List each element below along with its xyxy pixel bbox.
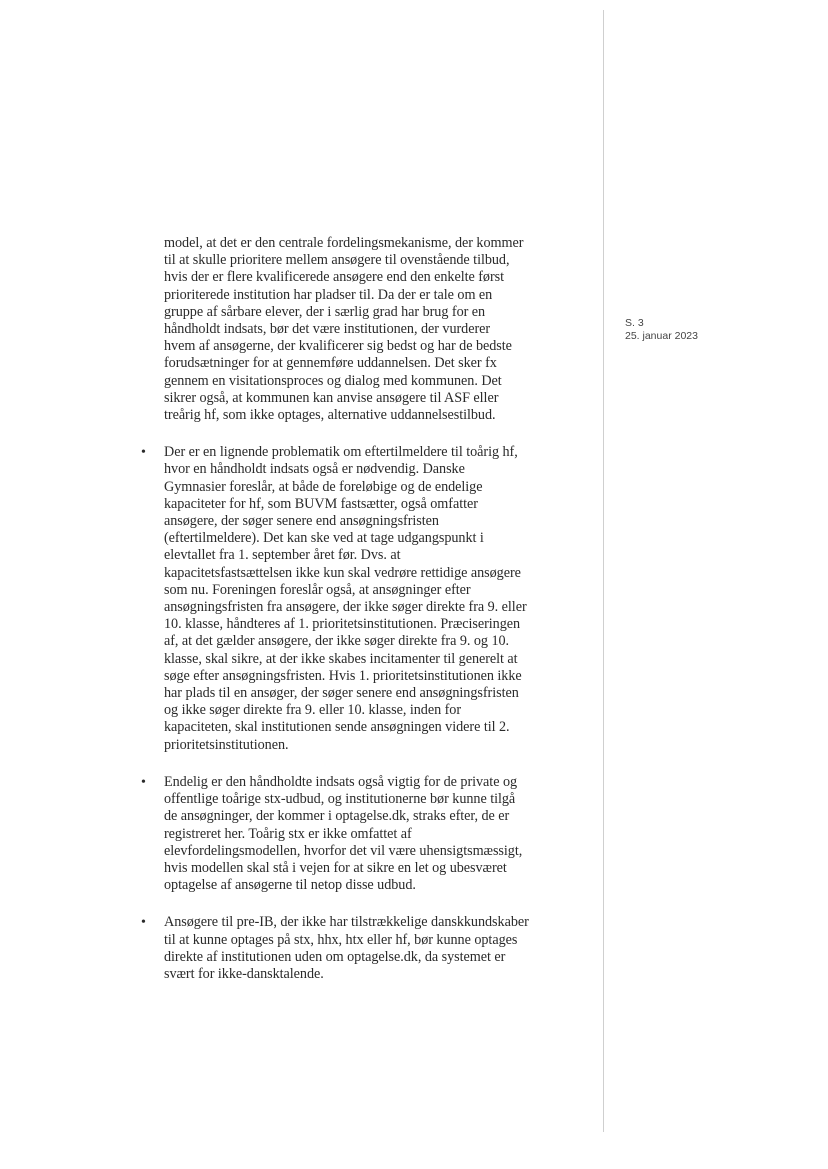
page-meta	[625, 317, 698, 343]
text-line: prioriterede institution har pladser til. Da der er tale om en	[164, 286, 493, 303]
text-line: 10. klasse, håndteres af 1. prioritetsinstitutionen. Præciseringen	[164, 616, 521, 633]
text-line: klasse, skal sikre, at der ikke skabes incitamenter til generelt at	[164, 650, 518, 667]
margin-divider	[603, 10, 604, 1132]
text-line: håndholdt indsats, bør det være institutionen, der vurderer	[164, 321, 491, 338]
text-line: gennem en visitationsproces og dialog med kommunen. Det	[164, 372, 502, 389]
bullet-text	[164, 774, 588, 894]
text-line: sikrer også, at kommunen kan anvise ansøgere til ASF eller	[164, 389, 499, 406]
text-line: Der er en lignende problematik om eftertilmeldere til toårig hf,	[164, 444, 518, 461]
text-line: de ansøgninger, der kommer i optagelse.dk, straks efter, de er	[164, 808, 510, 825]
text-line: Gymnasier foreslår, at både de foreløbige og de endelige	[164, 478, 483, 495]
text-line: model, at det er den centrale fordelingsmekanisme, der kommer	[164, 235, 524, 251]
body-text	[141, 235, 588, 983]
text-line: elevfordelingsmodellen, hvorfor det vil være uhensigtsmæssigt,	[164, 842, 523, 859]
text-line: treårig hf, som ikke optages, alternative uddannelsestilbud.	[164, 407, 496, 424]
text-line: til at kunne optages på stx, hhx, htx eller hf, bør kunne optages	[164, 931, 518, 948]
text-line: svært for ikke-dansktalende.	[164, 965, 324, 982]
text-line: optagelse af ansøgerne til netop disse udbud.	[164, 877, 416, 894]
bullet-item-toaarig-stx	[141, 773, 588, 894]
intro-paragraph	[164, 235, 588, 424]
text-line: ansøgere, der søger senere end ansøgningsfristen	[164, 513, 439, 530]
text-line: og ikke søger direkte fra 9. eller 10. klasse, inden for	[164, 702, 462, 719]
text-line: hvor en håndholdt indsats også er nødvendig. Danske	[164, 461, 465, 478]
text-line: gruppe af sårbare elever, der i særlig grad har brug for en	[164, 303, 486, 320]
bullet-text	[164, 914, 588, 983]
text-line: kapaciteten, skal institutionen sende ansøgningen videre til 2.	[164, 719, 510, 736]
text-line: ansøgningsfristen fra ansøgere, der ikke søger direkte fra 9. eller	[164, 599, 527, 616]
text-line: Ansøgere til pre-IB, der ikke har tilstrækkelige danskkundskaber	[164, 914, 529, 931]
bullet-marker: •	[141, 774, 146, 790]
text-line: hvis der er flere kvalificerede ansøgere end den enkelte først	[164, 269, 504, 286]
text-line: (eftertilmeldere). Det kan ske ved at tage udgangspunkt i	[164, 530, 484, 547]
text-line: til at skulle prioritere mellem ansøgere til ovenstående tilbud,	[164, 252, 510, 269]
bullet-item-eftertilmeldere	[141, 444, 588, 754]
bullet-marker: •	[141, 445, 146, 461]
bullet-text	[164, 444, 588, 754]
text-line: har plads til en ansøger, der søger senere end ansøgningsfristen	[164, 685, 519, 702]
page-number: S. 3	[625, 317, 644, 329]
text-line: offentlige toårige stx-udbud, og institutionerne bør kunne tilgå	[164, 791, 516, 808]
text-line: Endelig er den håndholdte indsats også vigtig for de private og	[164, 773, 518, 790]
document-date: 25. januar 2023	[625, 330, 698, 342]
bullet-list	[141, 444, 588, 983]
text-line: forudsætninger for at gennemføre uddannelsen. Det sker fx	[164, 355, 497, 372]
bullet-marker: •	[141, 915, 146, 931]
text-line: hvis modellen skal stå i vejen for at sikre en let og ubesværet	[164, 859, 507, 876]
bullet-item-pre-ib	[141, 914, 588, 983]
text-line: kapacitetsfastsættelsen ikke kun skal vedrøre rettidige ansøgere	[164, 564, 521, 581]
text-line: elevtallet fra 1. september året før. Dvs. at	[164, 547, 401, 564]
text-line: direkte af institutionen uden om optagelse.dk, da systemet er	[164, 948, 506, 965]
text-line: registreret her. Toårig stx er ikke omfattet af	[164, 825, 412, 842]
text-line: prioritetsinstitutionen.	[164, 736, 289, 753]
text-line: hvem af ansøgerne, der kvalificerer sig bedst og har de bedste	[164, 338, 512, 355]
text-line: af, at det gælder ansøgere, der ikke søger direkte fra 9. og 10.	[164, 633, 510, 650]
text-line: søge efter ansøgningsfristen. Hvis 1. prioritetsinstitutionen ikke	[164, 667, 522, 684]
text-line: kapaciteter for hf, som BUVM fastsætter, også omfatter	[164, 495, 478, 512]
text-line: som nu. Foreningen foreslår også, at ansøgninger efter	[164, 581, 471, 598]
